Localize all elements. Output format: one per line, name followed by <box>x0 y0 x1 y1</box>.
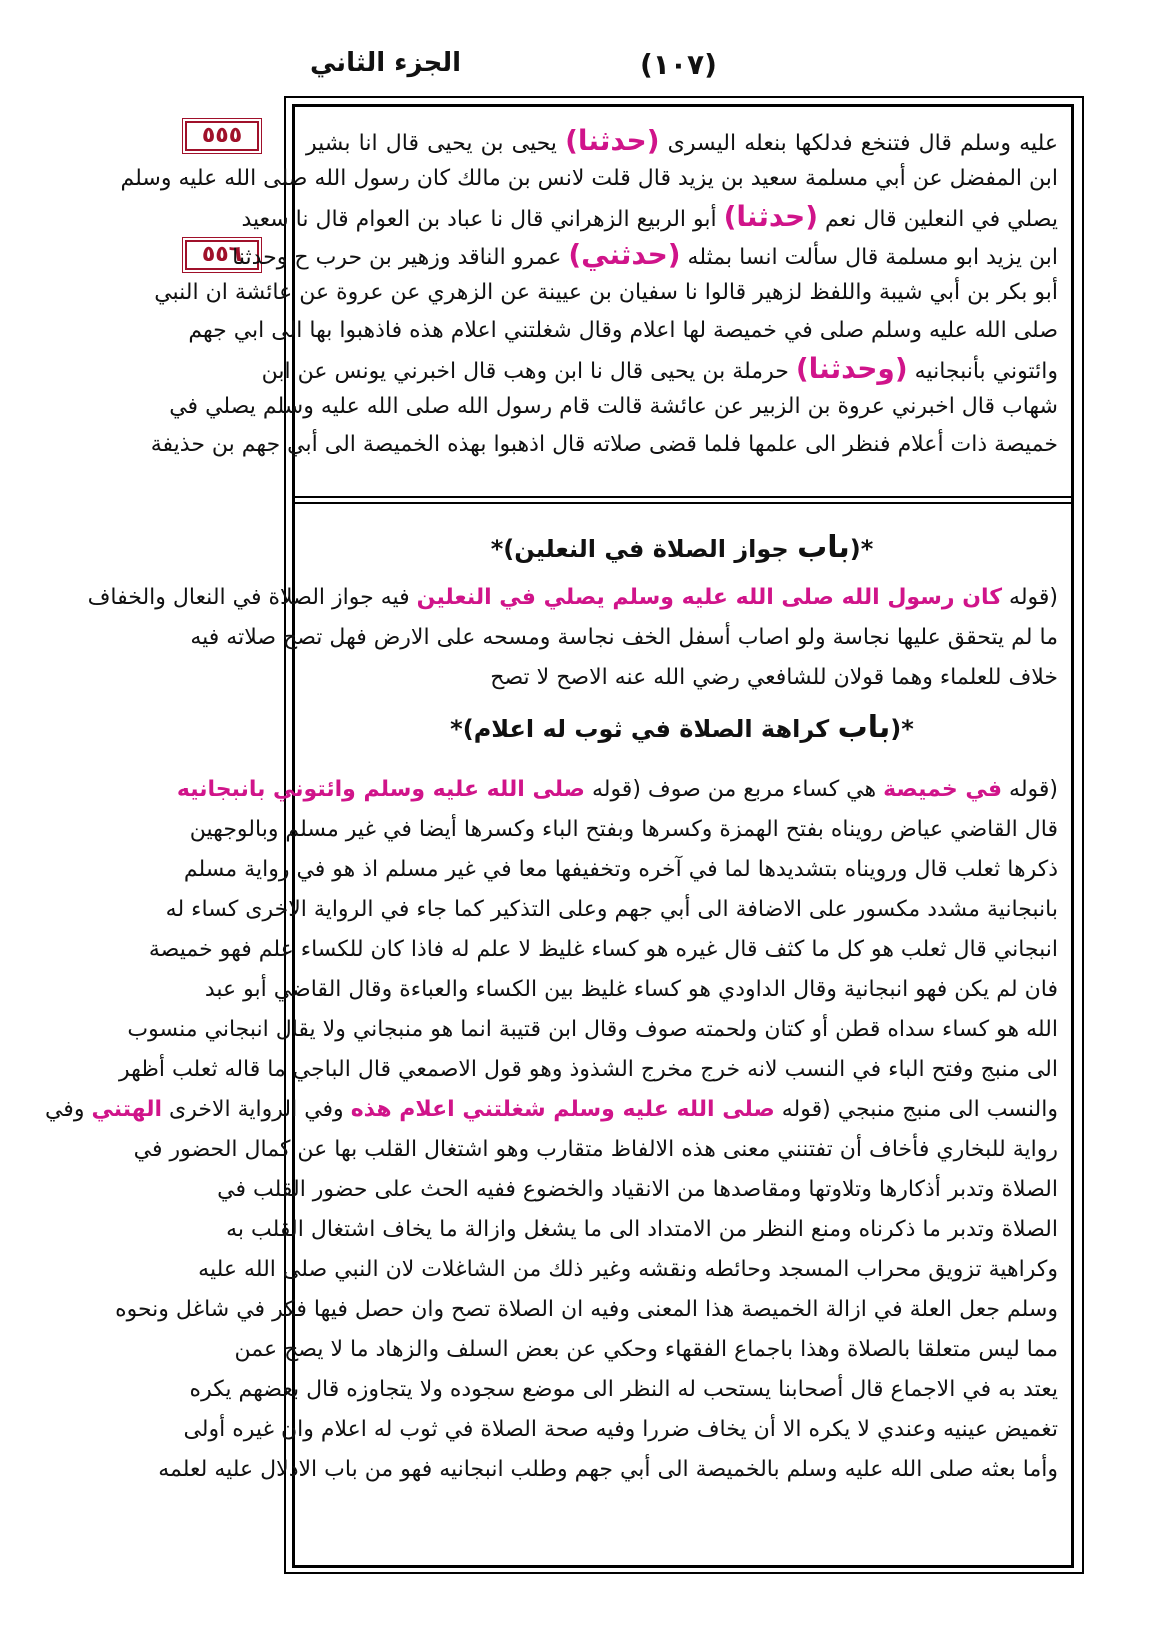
bab-word: باب <box>797 530 850 565</box>
matn-line: وائتوني بأنبجانيه (وحدثنا) حرملة بن يحيى قال نا ابن وهب قال اخبرني يونس عن ابن <box>261 352 1058 385</box>
sharh-line: الله هو كساء سداه قطن أو كتان ولحمته صوف وقال ابن قتيبة انما هو منبجاني ولا يقال انبجاني منسوب <box>127 1017 1058 1042</box>
matn-line: أبو بكر بن أبي شيبة واللفظ لزهير قالوا نا سفيان بن عيينة عن الزهري عن عروة عن عائشة ان النبي <box>154 280 1058 305</box>
sharh-line: وسلم جعل العلة في ازالة الخميصة هذا المعنى وفيه ان الصلاة تصح وان حصل فيها فكر في شاغل ونحوه <box>115 1297 1058 1322</box>
sharh-section <box>44 518 1058 1490</box>
narration-marker: (حدثنا) <box>723 200 819 233</box>
sharh-line: رواية للبخاري فأخاف أن تفتنني معنى هذه الالفاظ متقارب وهو اشتغال القلب بها عن كمال الحضور في <box>133 1137 1058 1162</box>
matn-line: خميصة ذات أعلام فنظر الى علمها فلما قضى صلاته قال اذهبوا بهذه الخميصة الى أبي جهم بن حذيفة <box>150 432 1058 457</box>
matn-line: ابن يزيد ابو مسلمة قال سألت انسا بمثله (حدثني) عمرو الناقد وزهير بن حرب ح وحدثنا <box>232 238 1058 271</box>
narration-marker: (حدثني) <box>568 238 681 271</box>
sharh-line: وأما بعثه صلى الله عليه وسلم بالخميصة الى أبي جهم وطلب انبجانيه فهو من باب الادلال عليه لعلمه <box>158 1457 1058 1482</box>
sharh-line: ذكرها ثعلب قال ورويناه بتشديدها لما في آخره وتخفيفها معا في غير مسلم اذ هو في رواية مسلم <box>183 857 1058 882</box>
sharh-line: انبجاني قال ثعلب هو كل ما كثف قال غيره هو كساء غليظ لا علم له فاذا كان للكساء علم فهو خميصة <box>148 937 1058 962</box>
sharh-line: وكراهية تزويق محراب المسجد وحائطه ونقشه وغير ذلك من الشاغلات لان النبي صلى الله عليه <box>198 1257 1058 1282</box>
quoted-matn: كان رسول الله صلى الله عليه وسلم يصلي في النعلين <box>416 585 1003 610</box>
matn-line: يصلي في النعلين قال نعم (حدثنا) أبو الربيع الزهراني قال نا عباد بن العوام قال نا سعيد <box>241 200 1058 233</box>
sharh-line: مما ليس متعلقا بالصلاة وهذا باجماع الفقهاء وحكي عن بعض السلف والزهاد ما لا يصح عمن <box>234 1337 1058 1362</box>
sharh-line: ما لم يتحقق عليها نجاسة ولو اصاب أسفل الخف نجاسة ومسحه على الارض فهل تصح صلاته فيه <box>190 625 1058 650</box>
section-divider <box>292 502 1074 504</box>
running-header-part: الجزء الثاني <box>310 48 462 78</box>
sharh-line: فان لم يكن فهو انبجانية وقال الداودي هو كساء غليظ بين الكساء والعباءة وقال القاضي أبو عبد <box>204 977 1058 1002</box>
quoted-matn: صلى الله عليه وسلم شغلتني اعلام هذه <box>350 1097 775 1122</box>
matn-line: صلى الله عليه وسلم صلى في خميصة لها اعلام وقال شغلتني اعلام هذه فاذهبوا بها الى ابي جهم <box>188 318 1058 343</box>
chapter-heading: *(باب كراهة الصلاة في ثوب له اعلام)* <box>450 710 914 745</box>
bab-word: باب <box>837 710 891 745</box>
narration-marker: (وحدثنا) <box>795 352 908 385</box>
page-number: (١٠٧) <box>640 48 717 81</box>
sharh-line: (قوله كان رسول الله صلى الله عليه وسلم يصلي في النعلين فيه جواز الصلاة في النعال والخفاف <box>87 585 1058 610</box>
quoted-matn: في خميصة <box>883 777 1003 802</box>
section-divider <box>292 496 1074 498</box>
sharh-line: قال القاضي عياض رويناه بفتح الهمزة وكسرها وبفتح الباء وكسرها أيضا في غير مسلم وبالوجهين <box>189 817 1058 842</box>
sharh-line: تغميض عينيه وعندي لا يكره الا أن يخاف ضررا وفيه صحة الصلاة في ثوب له اعلام وان غيره أولى <box>183 1417 1058 1442</box>
sharh-line: يعتد به في الاجماع قال أصحابنا يستحب له النظر الى موضع سجوده ولا يتجاوزه قال بعضهم يكره <box>189 1377 1058 1402</box>
chapter-heading: *(باب جواز الصلاة في النعلين)* <box>490 530 874 565</box>
quoted-matn: صلى الله عليه وسلم وائتوني بانبجانيه <box>176 777 585 802</box>
sharh-line: خلاف للعلماء وهما قولان للشافعي رضي الله عنه الاصح لا تصح <box>490 665 1058 690</box>
sharh-line: بانبجانية مشدد مكسور على الاضافة الى أبي جهم وعلى التذكير كما جاء في الرواية الاخرى كساء له <box>165 897 1058 922</box>
matn-line: ابن المفضل عن أبي مسلمة سعيد بن يزيد قال قلت لانس بن مالك كان رسول الله صلى الله عليه وسلم <box>120 166 1058 191</box>
sharh-line: الصلاة وتدبر ما ذكرناه ومنع النظر من الامتداد الى ما يشغل وازالة ما يخاف اشتغال القلب به <box>226 1217 1058 1242</box>
matn-line: شهاب قال اخبرني عروة بن الزبير عن عائشة قالت قام رسول الله صلى الله عليه وسلم يصلي في <box>169 394 1058 419</box>
sharh-line: الى منبج وفتح الباء في النسب لانه خرج مخرج الشذوذ وهو قول الاصمعي قال الباجي ما قاله ثعلب أظهر <box>119 1057 1058 1082</box>
hadith-number-box: ٥٥٥ <box>185 121 259 151</box>
matn-line: عليه وسلم قال فتنخع فدلكها بنعله اليسرى (حدثنا) يحيى بن يحيى قال انا بشير <box>306 124 1058 157</box>
sharh-line: الصلاة وتدبر أذكارها وتلاوتها ومقاصدها من الانقياد والخضوع ففيه الحث على حضور القلب في <box>217 1177 1058 1202</box>
hadith-number-box: ٥٥٦ <box>185 240 259 270</box>
sharh-line: والنسب الى منبج منبجي (قوله صلى الله عليه وسلم شغلتني اعلام هذه وفي الرواية الاخرى الهتني وفي <box>44 1097 1058 1122</box>
quoted-matn: الهتني <box>91 1097 162 1122</box>
narration-marker: (حدثنا) <box>565 124 660 157</box>
sharh-line: (قوله في خميصة هي كساء مربع من صوف (قوله صلى الله عليه وسلم وائتوني بانبجانيه <box>176 777 1058 802</box>
